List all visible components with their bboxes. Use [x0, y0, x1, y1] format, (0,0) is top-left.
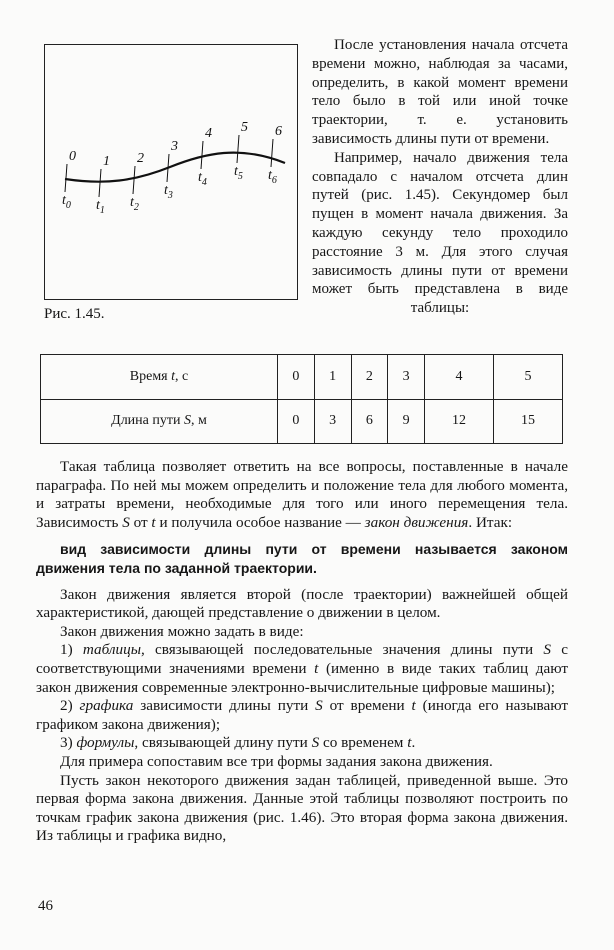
paragraph: Закон движения является второй (после траектории) важнейшей общей характеристикой, дающей представление о движении в целом.: [36, 585, 568, 622]
paragraph: Например, начало движения тела совпадало с началом отсчета длин путей (рис. 1.45). Секундомер был пущен в момент начала движения. За каждую секунду тело проходило расстояние 3 м. Для этого случая зависимость длины пути от времени может быть представлена в виде таблицы:: [312, 149, 568, 317]
paragraph: Закон движения можно задать в виде:: [60, 622, 304, 640]
table-cell: 9: [388, 399, 425, 444]
table-cell: 3: [314, 399, 351, 444]
table-cell: 5: [494, 355, 563, 400]
table-row-distance: [41, 399, 563, 444]
trajectory-curve: [65, 153, 285, 182]
definition: вид зависимости длины пути от времени называется законом движения тела по заданной траектории.: [36, 541, 568, 576]
table-cell: 3: [388, 355, 425, 400]
point-label: 6: [275, 124, 282, 139]
paragraph: Для примера сопоставим все три формы задания закона движения.: [60, 752, 493, 770]
time-label: $t_0$: [62, 193, 71, 211]
time-label: $t_2$: [130, 195, 139, 213]
paragraph: Такая таблица позволяет ответить на все вопросы, поставленные в начале параграфа. По ней мы можем определить и положение тела для любого момента, и затраты времени, необходимые для того или иного перемещения тела. Зависимость S от t и получила особое название — закон движения. Итак:: [36, 458, 568, 531]
trajectory-drawing: [45, 45, 299, 301]
time-label: $t_5$: [234, 164, 243, 182]
point-label: 4: [205, 126, 212, 141]
table-row-time: [41, 355, 563, 400]
point-tick: [271, 139, 273, 167]
page-number: 46: [38, 898, 53, 914]
time-label: $t_6$: [268, 168, 277, 186]
table-cell: 1: [314, 355, 351, 400]
point-tick: [99, 169, 101, 197]
figure-caption: Рис. 1.45.: [44, 306, 105, 322]
point-label: 3: [171, 139, 178, 154]
row-label-time: Время t, с: [41, 355, 278, 400]
time-label: $t_1$: [96, 198, 105, 216]
point-tick: [133, 166, 135, 194]
point-tick: [201, 141, 203, 169]
table-cell: 4: [425, 355, 494, 400]
table-cell: 12: [425, 399, 494, 444]
time-label: $t_4$: [198, 170, 207, 188]
point-label: 0: [69, 149, 76, 164]
table-cell: 15: [494, 399, 563, 444]
point-label: 5: [241, 120, 248, 135]
figure-1-45: [44, 44, 298, 300]
point-label: 1: [103, 154, 110, 169]
table-cell: 0: [278, 399, 315, 444]
motion-table: [40, 354, 563, 444]
row-label-distance: Длина пути S, м: [41, 399, 278, 444]
table-cell: 6: [351, 399, 388, 444]
table-cell: 2: [351, 355, 388, 400]
list-item: 1) таблицы, связывающей последовательные значения длины пути S с соответствующими значениями времени t (именно в виде таких таблиц дают закон движения современные электронно-вычислительные цифровые машины);: [36, 641, 568, 696]
main-text: [36, 458, 568, 846]
list-item: 3) формулы, связывающей длину пути S со временем t.: [60, 734, 416, 752]
paragraph: Пусть закон некоторого движения задан таблицей, приведенной выше. Это первая форма закона движения. Данные этой таблицы позволяют построить по точкам график закона движения (рис. 1.46). Это вторая форма закона движения. Из таблицы и графика видно,: [36, 771, 568, 845]
right-column-text: [312, 36, 568, 318]
point-tick: [237, 135, 239, 163]
point-label: 2: [137, 151, 144, 166]
paragraph: После установления начала отсчета времени можно, наблюдая за часами, определить, в какой момент времени тело было в той или иной точке траектории, т. е. установить зависимость длины пути от времени.: [312, 37, 568, 147]
list-item: 2) графика зависимости длины пути S от времени t (иногда его называют графиком закона движения);: [36, 697, 569, 733]
table-cell: 0: [278, 355, 315, 400]
time-label: $t_3$: [164, 183, 173, 201]
